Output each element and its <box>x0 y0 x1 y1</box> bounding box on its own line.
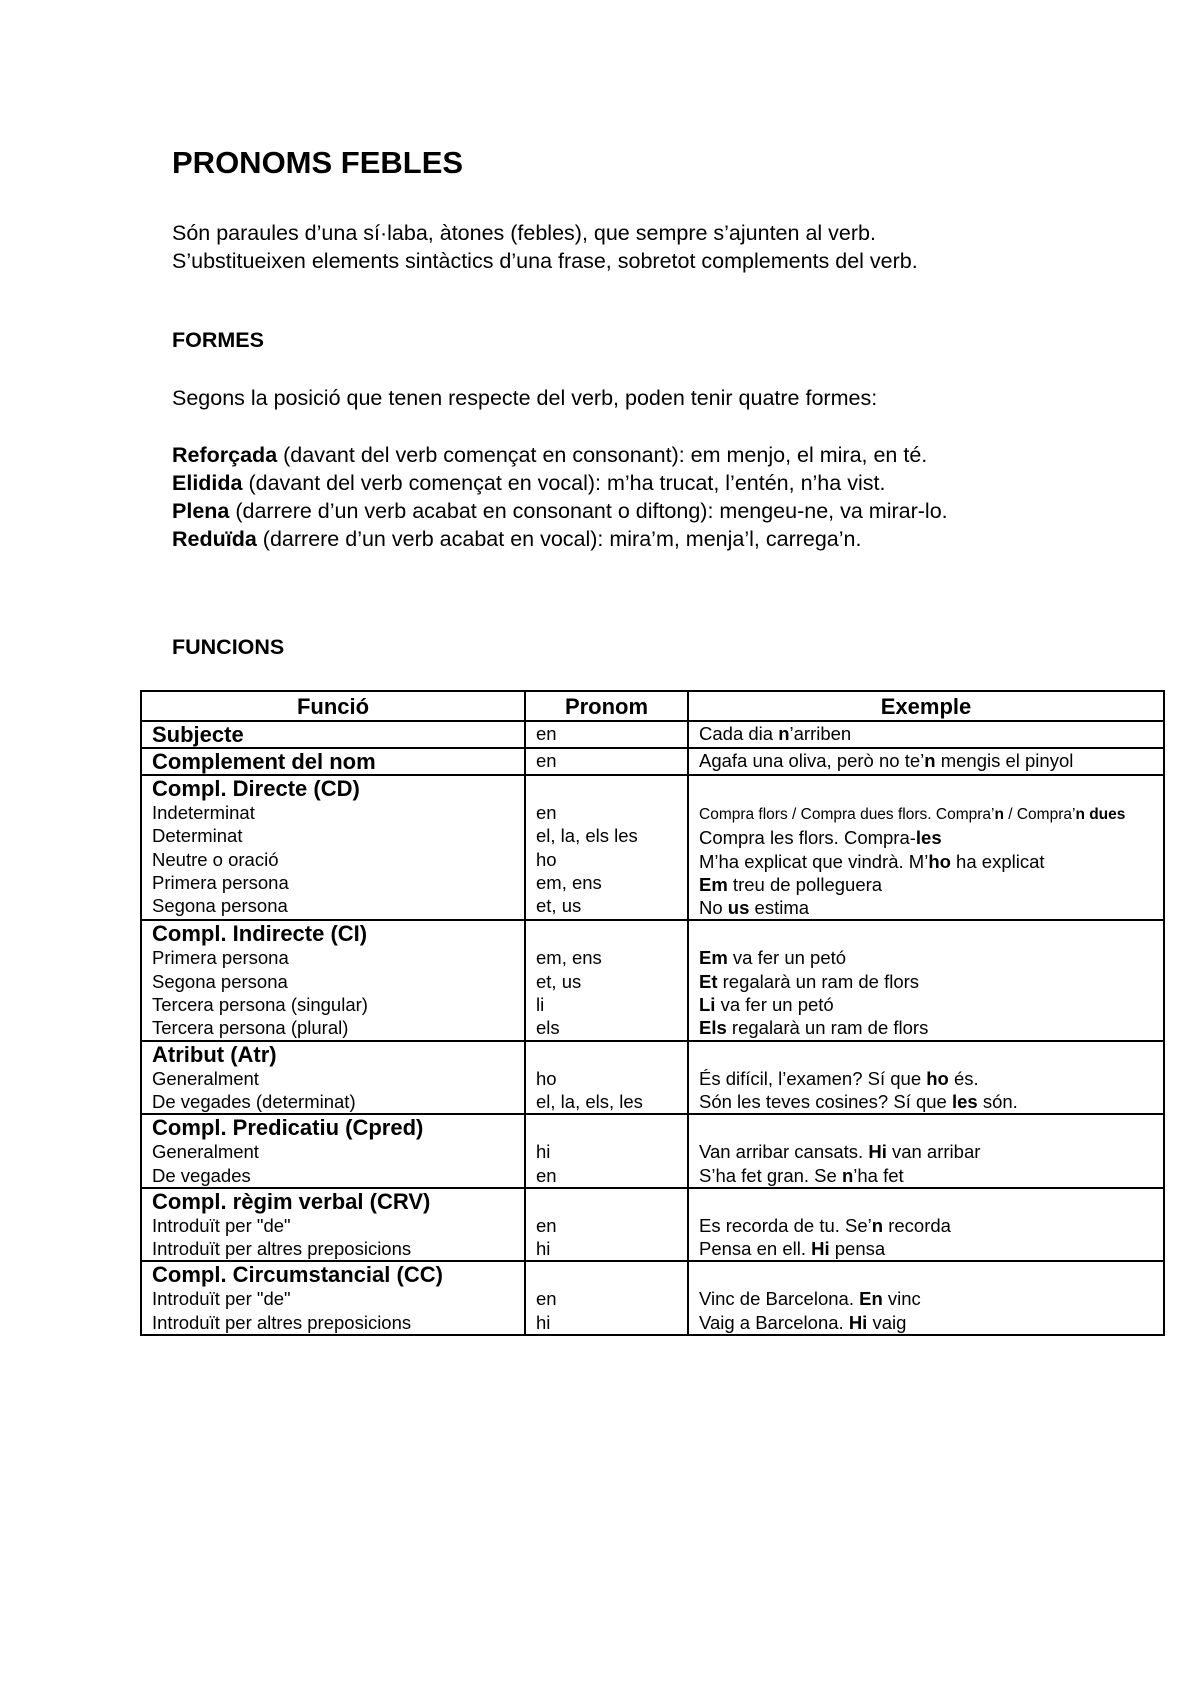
example-highlight: n <box>871 1214 884 1236</box>
example-highlight: Et <box>699 970 718 992</box>
example-line <box>699 1140 1163 1163</box>
pronoun-value: em, ens <box>536 871 602 893</box>
section-heading-funcions: FUNCIONS <box>172 635 285 659</box>
example-highlight: En <box>859 1288 883 1310</box>
example-line <box>699 1287 1163 1310</box>
pronoun-value: el, la, els les <box>536 825 638 847</box>
example-text: pensa <box>829 1238 886 1260</box>
example-cell <box>688 748 1164 775</box>
example-text: van arribar <box>886 1141 981 1163</box>
cell-spacer <box>536 1189 687 1214</box>
pronoun-value: hi <box>536 1311 551 1333</box>
form-name: Plena <box>172 499 230 523</box>
example-text: Pensa en ell. <box>699 1238 812 1260</box>
example-text: va fer un petó <box>727 947 847 969</box>
column-header-pronom: Pronom <box>525 691 688 721</box>
intro-line: Són paraules d’una sí·laba, àtones (febles), que sempre s’ajunten al verb. <box>172 221 876 245</box>
example-text: ’ha fet <box>853 1164 904 1186</box>
table-row <box>141 748 1164 775</box>
form-item <box>172 525 1032 553</box>
example-highlight: n <box>924 750 936 771</box>
pronoun-value: en <box>536 750 557 771</box>
pronoun-cell <box>525 1114 688 1188</box>
cell-spacer <box>699 1189 1163 1214</box>
function-subtype: Segona persona <box>152 970 288 992</box>
function-subtype: Segona persona <box>152 895 288 917</box>
example-line <box>699 801 1163 826</box>
example-text: són. <box>977 1090 1018 1112</box>
function-subtype: Primera persona <box>152 871 289 893</box>
function-name: Compl. Indirecte (CI) <box>152 921 368 947</box>
example-highlight: Em <box>699 873 728 895</box>
example-text: Són les teves cosines? Sí que <box>699 1090 952 1112</box>
example-highlight: Hi <box>811 1238 830 1260</box>
table-row <box>141 775 1164 920</box>
example-text: Vinc de Barcelona. <box>699 1288 860 1310</box>
example-text: És difícil, l’examen? Sí que <box>699 1067 927 1089</box>
example-line <box>699 826 1163 849</box>
functions-table <box>140 690 1165 1336</box>
pronoun-cell <box>525 748 688 775</box>
table-row <box>141 920 1164 1040</box>
intro-line: S’ubstitueixen elements sintàctics d’una frase, sobretot complements del verb. <box>172 249 918 273</box>
function-cell <box>141 775 525 920</box>
pronoun-value: el, la, els, les <box>536 1090 643 1112</box>
form-name: Elidida <box>172 471 243 495</box>
example-text: va fer un petó <box>715 994 834 1016</box>
function-subtype: Tercera persona (singular) <box>152 994 368 1016</box>
cell-spacer <box>536 1262 687 1287</box>
pronoun-cell <box>525 1261 688 1335</box>
example-line <box>699 946 1163 969</box>
example-text: vaig <box>867 1311 907 1333</box>
example-text: No <box>699 897 728 919</box>
example-highlight: Li <box>699 994 716 1016</box>
pronoun-value: hi <box>536 1238 551 1260</box>
table-row <box>141 1114 1164 1188</box>
formes-lead: Segons la posició que tenen respecte del verb, poden tenir quatre formes: <box>172 386 878 410</box>
example-cell <box>688 920 1164 1040</box>
example-line <box>699 1311 1163 1334</box>
column-header-exemple: Exemple <box>688 691 1164 721</box>
function-subtype: Introduït per "de" <box>152 1214 291 1236</box>
cell-spacer <box>699 921 1163 946</box>
example-highlight: Em <box>699 947 728 969</box>
function-cell <box>141 721 525 748</box>
function-subtype: Primera persona <box>152 947 289 969</box>
function-cell <box>141 1114 525 1188</box>
page-title: PRONOMS FEBLES <box>172 145 464 180</box>
function-subtype: Tercera persona (plural) <box>152 1017 349 1039</box>
example-text: Vaig a Barcelona. <box>699 1311 849 1333</box>
example-highlight: n dues <box>1075 806 1126 823</box>
cell-spacer <box>536 776 687 801</box>
pronoun-value: en <box>536 802 557 823</box>
function-name: Compl. règim verbal (CRV) <box>152 1188 431 1214</box>
example-cell <box>688 1114 1164 1188</box>
example-highlight: Els <box>699 1017 727 1039</box>
example-line <box>699 1214 1163 1237</box>
example-line <box>699 1090 1163 1113</box>
example-line <box>699 850 1163 873</box>
function-subtype: Generalment <box>152 1067 259 1089</box>
example-text: regalarà un ram de flors <box>726 1017 929 1039</box>
form-name: Reforçada <box>172 443 278 467</box>
function-subtype: Neutre o oració <box>152 848 279 870</box>
function-subtype: De vegades (determinat) <box>152 1090 356 1112</box>
pronoun-value: et, us <box>536 970 582 992</box>
example-text: és. <box>948 1067 979 1089</box>
pronoun-value: en <box>536 1214 557 1236</box>
pronoun-cell <box>525 1188 688 1262</box>
cell-spacer <box>536 1042 687 1067</box>
example-text: Compra les flors. Compra- <box>699 827 916 849</box>
example-text: Es recorda de tu. Se’ <box>699 1214 872 1236</box>
column-header-funcio: Funció <box>141 691 525 721</box>
example-text: Cada dia <box>699 723 779 744</box>
example-line <box>699 873 1163 896</box>
example-text: vinc <box>882 1288 921 1310</box>
form-description: (darrere d’un verb acabat en vocal): mira’m, menja’l, carrega’n. <box>256 527 862 551</box>
table-row <box>141 1041 1164 1115</box>
example-text: estima <box>749 897 810 919</box>
table-row <box>141 1261 1164 1335</box>
form-name: Reduïda <box>172 527 257 551</box>
example-cell <box>688 775 1164 920</box>
pronoun-value: em, ens <box>536 947 602 969</box>
example-text: Compra flors / Compra dues flors. Compra’ <box>699 806 995 823</box>
example-text: regalarà un ram de flors <box>717 970 920 992</box>
example-highlight: Hi <box>848 1311 868 1333</box>
function-subtype: Introduït per altres preposicions <box>152 1311 412 1333</box>
cell-spacer <box>699 1115 1163 1140</box>
intro-paragraph <box>172 219 918 275</box>
function-name: Compl. Directe (CD) <box>152 776 360 801</box>
example-text: S’ha fet gran. Se <box>699 1164 842 1186</box>
form-item <box>172 497 1032 525</box>
table-header-row <box>141 691 1164 721</box>
formes-list <box>172 441 1032 553</box>
example-highlight: ho <box>928 850 951 872</box>
example-line <box>699 970 1163 993</box>
function-cell <box>141 748 525 775</box>
pronoun-cell <box>525 920 688 1040</box>
example-highlight: n <box>994 806 1004 823</box>
function-subtype: Determinat <box>152 825 243 847</box>
example-line <box>699 1016 1163 1039</box>
pronoun-value: ho <box>536 1067 557 1089</box>
section-heading-formes: FORMES <box>172 328 264 352</box>
function-cell <box>141 1041 525 1115</box>
example-line <box>699 1237 1163 1260</box>
function-name: Compl. Circumstancial (CC) <box>152 1262 443 1288</box>
pronoun-value: els <box>536 1017 560 1039</box>
pronoun-value: hi <box>536 1141 551 1163</box>
function-name: Compl. Predicatiu (Cpred) <box>152 1115 424 1141</box>
example-text: treu de polleguera <box>727 873 883 895</box>
function-cell <box>141 1188 525 1262</box>
form-item <box>172 469 1032 497</box>
example-text: Van arribar cansats. <box>699 1141 869 1163</box>
example-highlight: n <box>841 1164 854 1186</box>
example-text: / Compra’ <box>1003 806 1076 823</box>
example-line <box>699 993 1163 1016</box>
table-row <box>141 1188 1164 1262</box>
pronoun-value: en <box>536 1288 557 1310</box>
example-text: Agafa una oliva, però no te’ <box>699 750 925 771</box>
table-row <box>141 721 1164 748</box>
example-highlight: us <box>727 897 750 919</box>
cell-spacer <box>699 776 1163 801</box>
form-description: (davant del verb començat en vocal): m’ha trucat, l’entén, n’ha vist. <box>242 471 886 495</box>
pronoun-value: et, us <box>536 895 582 917</box>
cell-spacer <box>536 921 687 946</box>
example-line <box>699 749 1163 772</box>
cell-spacer <box>536 1115 687 1140</box>
function-cell <box>141 920 525 1040</box>
example-highlight: les <box>915 827 942 849</box>
example-line <box>699 1164 1163 1187</box>
example-cell <box>688 721 1164 748</box>
example-cell <box>688 1041 1164 1115</box>
example-cell <box>688 1261 1164 1335</box>
function-subtype: Introduït per "de" <box>152 1288 291 1310</box>
function-subtype: De vegades <box>152 1164 251 1186</box>
pronoun-value: en <box>536 1164 557 1186</box>
function-name: Subjecte <box>152 722 244 747</box>
example-highlight: n <box>778 723 790 744</box>
pronoun-value: li <box>536 994 545 1016</box>
table-body <box>141 721 1164 1335</box>
example-text: M’ha explicat que vindrà. M’ <box>699 850 929 872</box>
example-highlight: ho <box>926 1067 949 1089</box>
example-highlight: Hi <box>868 1141 887 1163</box>
cell-spacer <box>699 1262 1163 1287</box>
pronoun-cell <box>525 775 688 920</box>
function-name: Atribut (Atr) <box>152 1041 277 1067</box>
function-name: Complement del nom <box>152 749 376 774</box>
form-description: (davant del verb començat en consonant): em menjo, el mira, en té. <box>277 443 928 467</box>
pronoun-value: ho <box>536 848 557 870</box>
form-description: (darrere d’un verb acabat en consonant o diftong): mengeu-ne, va mirar-lo. <box>229 499 948 523</box>
pronoun-cell <box>525 1041 688 1115</box>
example-text: recorda <box>883 1214 951 1236</box>
function-subtype: Indeterminat <box>152 802 255 823</box>
function-cell <box>141 1261 525 1335</box>
function-subtype: Introduït per altres preposicions <box>152 1238 412 1260</box>
example-cell <box>688 1188 1164 1262</box>
cell-spacer <box>699 1042 1163 1067</box>
pronoun-value: en <box>536 723 557 744</box>
pronoun-cell <box>525 721 688 748</box>
example-text: ’arriben <box>789 723 852 744</box>
example-highlight: les <box>951 1090 978 1112</box>
example-line <box>699 1067 1163 1090</box>
example-line <box>699 722 1163 745</box>
example-text: ha explicat <box>950 850 1045 872</box>
function-subtype: Generalment <box>152 1141 259 1163</box>
example-line <box>699 896 1163 919</box>
form-item <box>172 441 1032 469</box>
example-text: mengis el pinyol <box>935 750 1074 771</box>
